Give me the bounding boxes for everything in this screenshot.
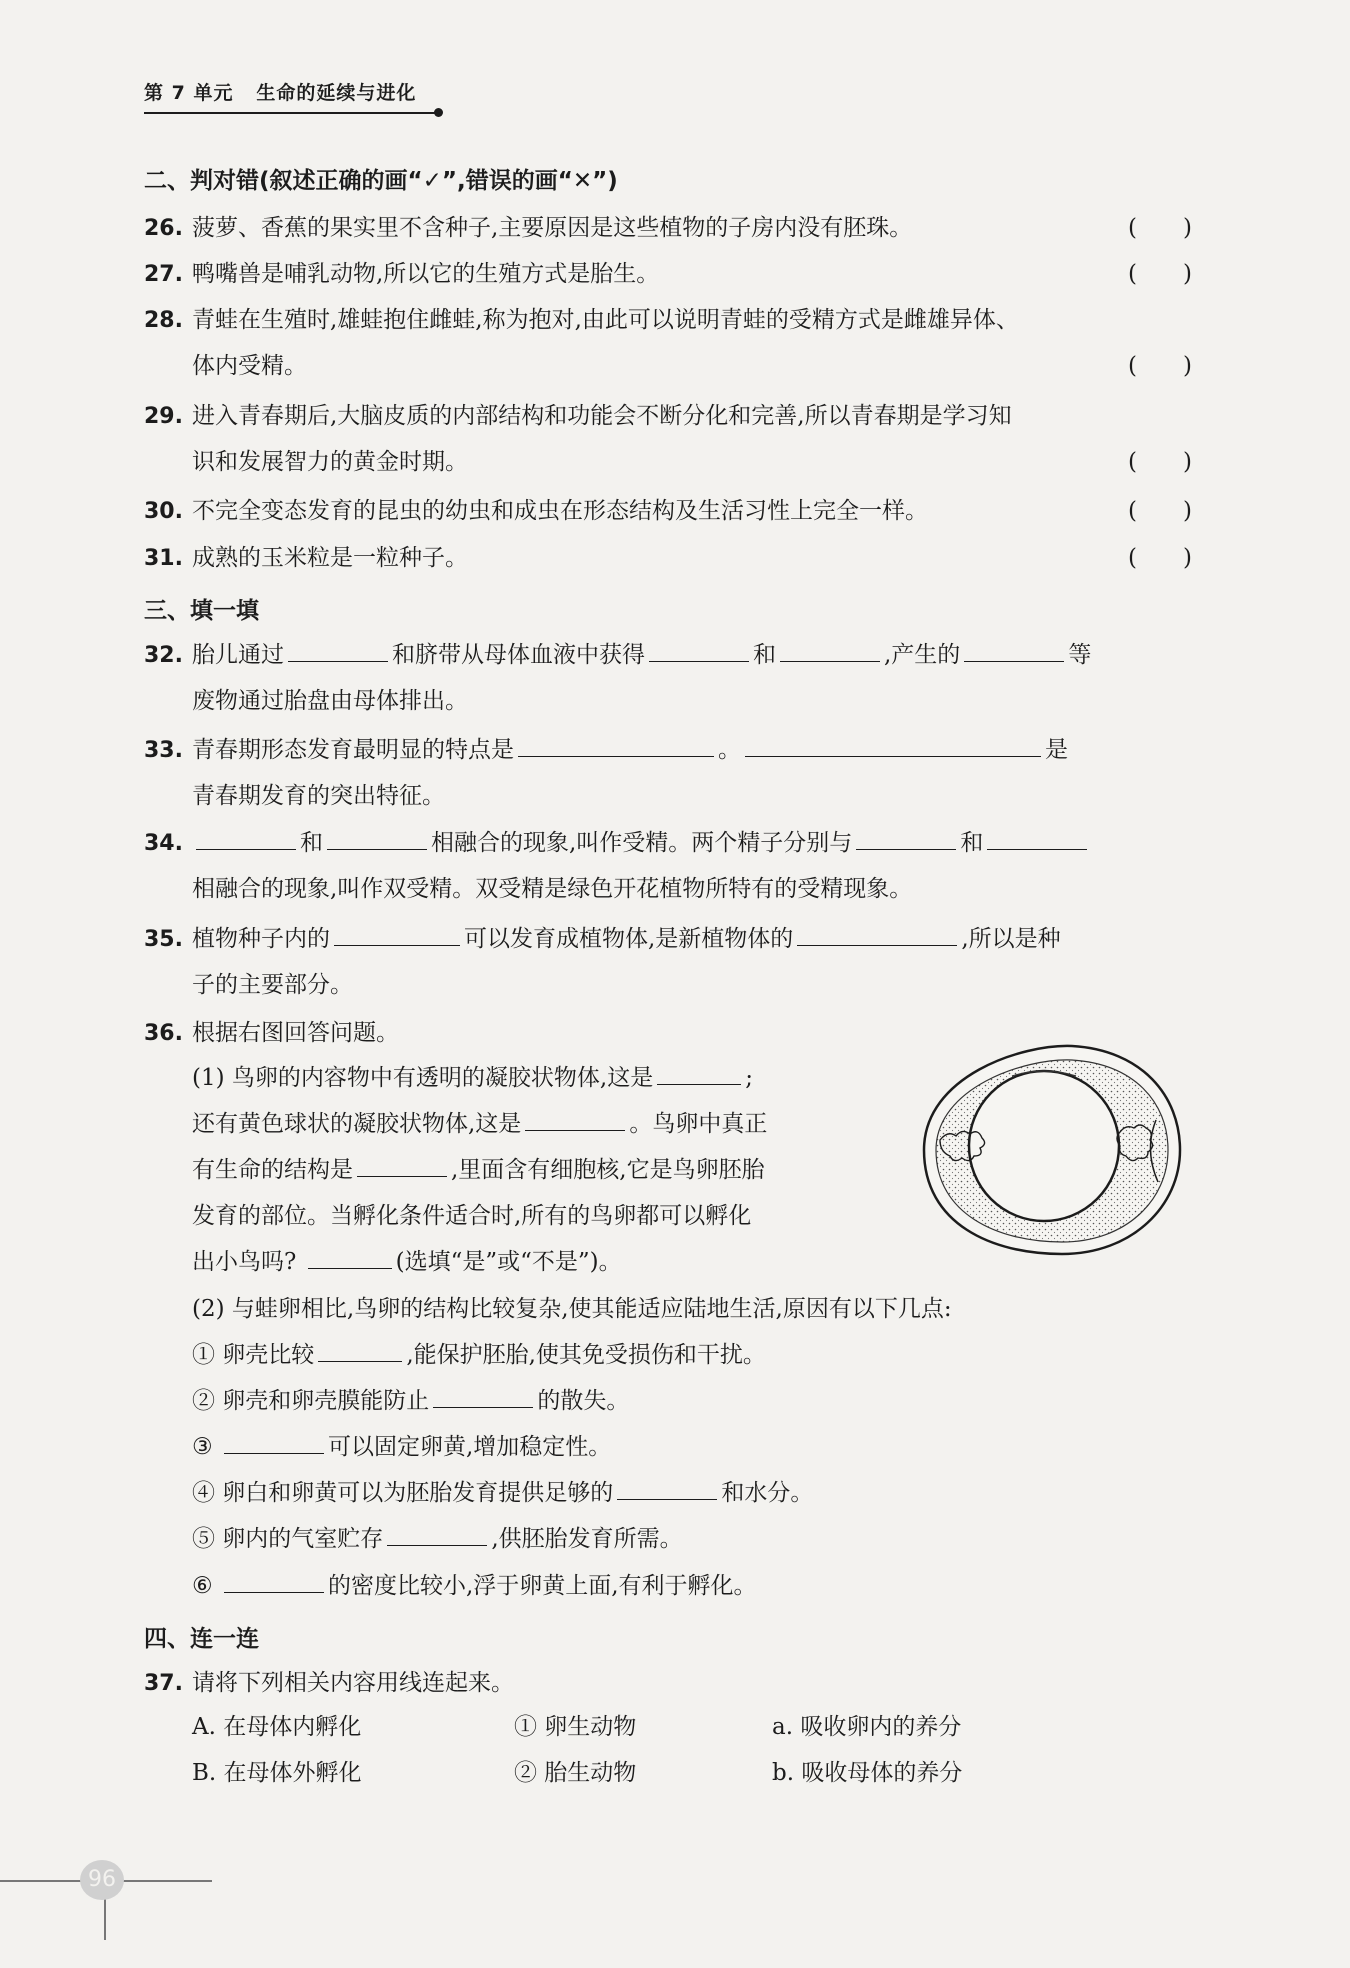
unit-title: 生命的延续与进化 [256,82,417,104]
blank-32-1[interactable] [288,635,388,662]
text-segment: ③ [192,1434,213,1460]
question-number: 27. [144,262,183,287]
bird-egg-diagram [912,1036,1188,1264]
question-number: 36. [144,1021,183,1046]
text-segment: 胎儿通过 [192,642,284,668]
match-middle-2[interactable]: ② 胎生动物 [514,1760,637,1786]
page-header [144,78,416,105]
answer-paren-30[interactable]: ( ) [1128,498,1192,524]
text-segment: 相融合的现象,叫作受精。两个精子分别与 [431,830,853,856]
text-segment: 可以发育成植物体,是新植物体的 [464,926,794,952]
question-number: 26. [144,216,183,241]
blank-36-2[interactable] [525,1104,625,1131]
blank-34-4[interactable] [987,823,1087,850]
egg-yolk [969,1071,1119,1221]
question-27 [144,251,659,298]
question-text: 青蛙在生殖时,雄蛙抱住雌蛙,称为抱对,由此可以说明青蛙的受精方式是雌雄异体、 [192,307,1019,333]
page-number: 96 [80,1860,124,1900]
question-text: 请将下列相关内容用线连起来。 [192,1670,514,1696]
blank-34-3[interactable] [856,823,956,850]
text-segment: ⑤ 卵内的气室贮存 [192,1526,384,1552]
match-left-a[interactable]: A. 在母体内孵化 [192,1714,362,1740]
text-segment: 。鸟卵中真正 [629,1111,768,1137]
blank-36-i5[interactable] [387,1519,487,1546]
text-segment: ,产生的 [884,642,961,668]
match-middle-1[interactable]: ① 卵生动物 [514,1714,637,1740]
text-segment: ⑥ [192,1573,213,1599]
match-left-b[interactable]: B. 在母体外孵化 [192,1760,362,1786]
question-text: 进入青春期后,大脑皮质的内部结构和功能会不断分化和完善,所以青春期是学习知 [192,403,1012,429]
match-right-a[interactable]: a. 吸收卵内的养分 [772,1714,962,1740]
blank-32-3[interactable] [780,635,880,662]
text-segment: 植物种子内的 [192,926,330,952]
blank-35-2[interactable] [797,919,957,946]
text-segment: 的散失。 [537,1388,630,1414]
q36-item-1 [192,1332,766,1378]
question-33-line2: 青春期发育的突出特征。 [192,783,445,809]
q36-part1-line3 [192,1147,765,1193]
q36-part1-line4: 发育的部位。当孵化条件适合时,所有的鸟卵都可以孵化 [192,1203,752,1229]
blank-34-2[interactable] [327,823,427,850]
text-segment: 和水分。 [721,1480,814,1506]
text-segment: ,能保护胚胎,使其免受损伤和干扰。 [406,1342,766,1368]
question-text: 根据右图回答问题。 [192,1020,399,1046]
question-text: 不完全变态发育的昆虫的幼虫和成虫在形态结构及生活习性上完全一样。 [192,498,928,524]
q36-part1-line1 [192,1055,753,1101]
answer-paren-31[interactable]: ( ) [1128,545,1192,571]
text-segment: 可以固定卵黄,增加稳定性。 [327,1434,612,1460]
blank-36-i6[interactable] [224,1566,324,1593]
blank-35-1[interactable] [334,919,460,946]
header-rule [144,112,440,114]
blank-33-1[interactable] [518,730,714,757]
question-number: 29. [144,404,183,429]
question-number: 35. [144,927,183,952]
question-number: 32. [144,643,183,668]
question-32 [144,632,1091,679]
text-segment: 还有黄色球状的凝胶状物体,这是 [192,1111,522,1137]
question-28 [144,297,1019,344]
question-35 [144,916,1061,963]
question-33 [144,727,1068,774]
question-number: 34. [144,831,183,856]
q36-part2-intro: (2) 与蛙卵相比,鸟卵的结构比较复杂,使其能适应陆地生活,原因有以下几点: [192,1296,952,1322]
text-segment: 出小鸟吗? [192,1249,297,1275]
question-28-line2: 体内受精。 [192,353,307,379]
text-segment: ,供胚胎发育所需。 [491,1526,683,1552]
blank-36-i2[interactable] [433,1381,533,1408]
blank-32-4[interactable] [964,635,1064,662]
question-34 [144,820,1091,867]
answer-paren-27[interactable]: ( ) [1128,261,1192,287]
blank-36-i4[interactable] [617,1473,717,1500]
question-34-line2: 相融合的现象,叫作双受精。双受精是绿色开花植物所特有的受精现象。 [192,876,913,902]
answer-paren-29[interactable]: ( ) [1128,449,1192,475]
q36-item-3 [192,1424,611,1470]
question-30 [144,488,928,535]
question-number: 37. [144,1671,183,1696]
question-number: 31. [144,546,183,571]
text-segment: (选填“是”或“不是”)。 [395,1249,622,1275]
text-segment: ② 卵壳和卵壳膜能防止 [192,1388,430,1414]
blank-36-3[interactable] [357,1150,447,1177]
text-segment: ; [745,1065,753,1091]
question-32-line2: 废物通过胎盘由母体排出。 [192,688,468,714]
match-right-b[interactable]: b. 吸收母体的养分 [772,1760,963,1786]
question-number: 33. [144,738,183,763]
question-35-line2: 子的主要部分。 [192,972,353,998]
answer-paren-26[interactable]: ( ) [1128,215,1192,241]
blank-34-1[interactable] [196,823,296,850]
q36-item-2 [192,1378,629,1424]
question-number: 30. [144,499,183,524]
blank-36-i3[interactable] [224,1427,324,1454]
text-segment: 是 [1045,737,1068,763]
question-number: 28. [144,308,183,333]
text-segment: 的密度比较小,浮于卵黄上面,有利于孵化。 [327,1573,757,1599]
blank-36-1[interactable] [657,1058,741,1085]
q36-item-5 [192,1516,683,1562]
question-37 [144,1660,514,1707]
answer-paren-28[interactable]: ( ) [1128,353,1192,379]
q36-item-6 [192,1563,757,1609]
question-text: 鸭嘴兽是哺乳动物,所以它的生殖方式是胎生。 [192,261,660,287]
q36-part1-line5 [192,1239,622,1285]
question-29 [144,393,1012,440]
text-segment: ,里面含有细胞核,它是鸟卵胚胎 [451,1157,765,1183]
question-31 [144,535,468,582]
q36-item-4 [192,1470,813,1516]
blank-33-2[interactable] [745,730,1041,757]
blank-36-4[interactable] [308,1242,392,1269]
text-segment: 和 [753,642,776,668]
text-segment: ④ 卵白和卵黄可以为胚胎发育提供足够的 [192,1480,614,1506]
text-segment: 和 [300,830,323,856]
text-segment: 青春期形态发育最明显的特点是 [192,737,514,763]
text-segment: 和 [960,830,984,856]
text-segment: ,所以是种 [961,926,1061,952]
text-segment: 有生命的结构是 [192,1157,353,1183]
question-29-line2: 识和发展智力的黄金时期。 [192,449,468,475]
text-segment: 等 [1068,642,1092,668]
question-36 [144,1010,399,1057]
question-text: 菠萝、香蕉的果实里不含种子,主要原因是这些植物的子房内没有胚珠。 [192,215,913,241]
section-title-judge: 二、判对错(叙述正确的画“✓”,错误的画“✕”) [144,168,618,194]
unit-label: 第 7 单元 [144,82,234,104]
section-title-match: 四、连一连 [144,1626,259,1652]
question-26 [144,205,912,252]
blank-32-2[interactable] [649,635,749,662]
text-segment: 。 [718,737,741,763]
text-segment: ① 卵壳比较 [192,1342,315,1368]
blank-36-i1[interactable] [318,1335,402,1362]
header-dot [434,108,443,117]
text-segment: 和脐带从母体血液中获得 [392,642,645,668]
text-segment: (1) 鸟卵的内容物中有透明的凝胶状物体,这是 [192,1065,654,1091]
section-title-fill: 三、填一填 [144,598,259,624]
q36-part1-line2 [192,1101,767,1147]
question-text: 成熟的玉米粒是一粒种子。 [192,545,468,571]
